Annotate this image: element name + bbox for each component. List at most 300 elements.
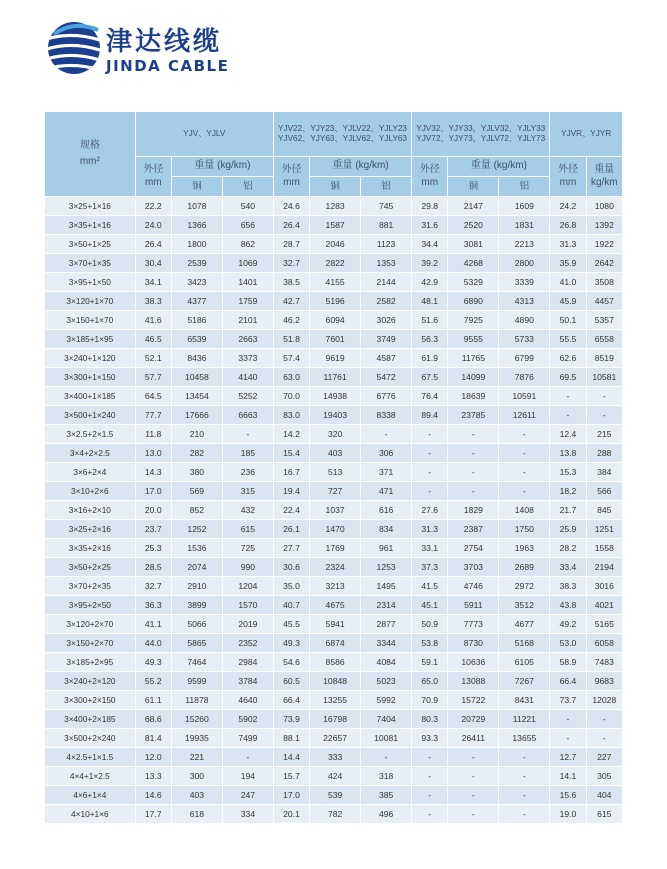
table-cell-cu: 1252 xyxy=(171,520,222,539)
table-cell-wt: 1251 xyxy=(586,520,622,539)
table-cell-al: 1069 xyxy=(222,254,273,273)
table-cell-al: 385 xyxy=(361,786,412,805)
table-cell-cu: 2754 xyxy=(448,539,499,558)
table-cell-al: 616 xyxy=(361,501,412,520)
table-cell-wt: 566 xyxy=(586,482,622,501)
table-cell-od: 41.6 xyxy=(135,311,171,330)
table-cell-spec: 3×95+2×50 xyxy=(45,596,136,615)
table-cell-al: 3026 xyxy=(361,311,412,330)
table-cell-spec: 3×35+2×16 xyxy=(45,539,136,558)
table-cell-spec: 4×2.5+1×1.5 xyxy=(45,748,136,767)
table-cell-od: 66.4 xyxy=(273,691,309,710)
table-cell-cu: 333 xyxy=(310,748,361,767)
table-cell-od: 35.9 xyxy=(550,254,586,273)
table-cell-cu: 22657 xyxy=(310,729,361,748)
table-cell-od: 34.1 xyxy=(135,273,171,292)
table-cell-od: 30.6 xyxy=(273,558,309,577)
table-cell-od: 32.7 xyxy=(273,254,309,273)
table-cell-cu: 852 xyxy=(171,501,222,520)
table-cell-od: 14.2 xyxy=(273,425,309,444)
table-cell-od: 25.9 xyxy=(550,520,586,539)
table-cell-al: 2984 xyxy=(222,653,273,672)
table-cell-spec: 3×70+2×35 xyxy=(45,577,136,596)
table-cell-od: 45.5 xyxy=(273,615,309,634)
table-cell-od: 12.0 xyxy=(135,748,171,767)
table-cell-wt: 288 xyxy=(586,444,622,463)
table-cell-od: 22.2 xyxy=(135,197,171,216)
table-cell-spec: 3×120+1×70 xyxy=(45,292,136,311)
table-cell-al: 4677 xyxy=(499,615,550,634)
table-cell-al: - xyxy=(499,463,550,482)
globe-logo-icon xyxy=(46,20,102,76)
table-cell-cu: 14938 xyxy=(310,387,361,406)
table-cell-od: 49.3 xyxy=(135,653,171,672)
table-cell-al: 5733 xyxy=(499,330,550,349)
group-line-1: YJV、YJLV xyxy=(183,128,226,138)
od-unit: mm xyxy=(144,176,162,188)
table-cell-od: 55.5 xyxy=(550,330,586,349)
table-cell-cu: 3899 xyxy=(171,596,222,615)
table-cell-al: 496 xyxy=(361,805,412,824)
table-cell-al: 12611 xyxy=(499,406,550,425)
group-line-1: YJV32、YJY33、YJLV32、YJLY33 xyxy=(416,123,546,133)
table-cell-od: 14.1 xyxy=(550,767,586,786)
group-line-1: YJVR、YJYR xyxy=(561,128,612,138)
brand-name-cn: 津达线缆 xyxy=(106,27,223,57)
table-cell-cu: 11878 xyxy=(171,691,222,710)
table-cell-od: 70.9 xyxy=(412,691,448,710)
table-cell-cu: 1829 xyxy=(448,501,499,520)
table-cell-al: 7876 xyxy=(499,368,550,387)
table-cell-spec: 3×500+1×240 xyxy=(45,406,136,425)
table-cell-al: 1495 xyxy=(361,577,412,596)
spec-label: 规格 xyxy=(79,139,100,151)
table-cell-od: 15.6 xyxy=(550,786,586,805)
copper-header: 铜 xyxy=(310,177,361,197)
table-cell-od: 28.2 xyxy=(550,539,586,558)
od-header xyxy=(135,157,171,197)
table-cell-cu: 569 xyxy=(171,482,222,501)
table-cell-od: 62.6 xyxy=(550,349,586,368)
table-cell-al: 1123 xyxy=(361,235,412,254)
table-cell-od: 12.7 xyxy=(550,748,586,767)
table-cell-od: 73.7 xyxy=(550,691,586,710)
weight-header: 重量 (kg/km) xyxy=(171,157,273,177)
table-cell-od: 24.2 xyxy=(550,197,586,216)
table-cell-cu: 320 xyxy=(310,425,361,444)
table-cell-al: - xyxy=(361,748,412,767)
table-cell-od: 53.8 xyxy=(412,634,448,653)
table-cell-od: 16.7 xyxy=(273,463,309,482)
table-cell-cu: 11765 xyxy=(448,349,499,368)
table-cell-cu: 1366 xyxy=(171,216,222,235)
table-cell-spec: 3×50+2×25 xyxy=(45,558,136,577)
table-row xyxy=(45,634,623,653)
table-row xyxy=(45,805,623,824)
table-cell-al: 5252 xyxy=(222,387,273,406)
table-cell-od: 93.3 xyxy=(412,729,448,748)
table-cell-cu: 15722 xyxy=(448,691,499,710)
table-cell-al: 4084 xyxy=(361,653,412,672)
table-row xyxy=(45,577,623,596)
table-cell-od: 37.3 xyxy=(412,558,448,577)
table-cell-al: 2877 xyxy=(361,615,412,634)
table-cell-spec: 4×6+1×4 xyxy=(45,786,136,805)
table-cell-cu: - xyxy=(448,425,499,444)
table-cell-spec: 3×6+2×4 xyxy=(45,463,136,482)
aluminum-header: 铝 xyxy=(499,177,550,197)
table-cell-cu: 2822 xyxy=(310,254,361,273)
table-cell-cu: 13454 xyxy=(171,387,222,406)
table-row xyxy=(45,596,623,615)
table-cell-al: - xyxy=(499,482,550,501)
table-cell-wt: 2194 xyxy=(586,558,622,577)
table-cell-al: - xyxy=(499,805,550,824)
table-cell-spec: 3×25+1×16 xyxy=(45,197,136,216)
table-cell-al: 5902 xyxy=(222,710,273,729)
od-header xyxy=(273,157,309,197)
table-cell-cu: 1769 xyxy=(310,539,361,558)
table-cell-al: 3373 xyxy=(222,349,273,368)
table-cell-od: 43.8 xyxy=(550,596,586,615)
table-cell-od: 59.1 xyxy=(412,653,448,672)
table-cell-wt: 227 xyxy=(586,748,622,767)
table-cell-od: 34.4 xyxy=(412,235,448,254)
table-cell-cu: 618 xyxy=(171,805,222,824)
table-cell-al: 236 xyxy=(222,463,273,482)
table-cell-wt: 4457 xyxy=(586,292,622,311)
table-cell-cu: 539 xyxy=(310,786,361,805)
table-cell-od: 73.9 xyxy=(273,710,309,729)
table-row xyxy=(45,691,623,710)
table-cell-od: 13.8 xyxy=(550,444,586,463)
table-cell-cu: 4377 xyxy=(171,292,222,311)
table-cell-od: 45.9 xyxy=(550,292,586,311)
table-cell-od: 83.0 xyxy=(273,406,309,425)
table-cell-cu: - xyxy=(448,444,499,463)
table-cell-al: 3339 xyxy=(499,273,550,292)
table-cell-al: 862 xyxy=(222,235,273,254)
table-cell-cu: 15260 xyxy=(171,710,222,729)
table-cell-cu: 403 xyxy=(171,786,222,805)
table-cell-al: 725 xyxy=(222,539,273,558)
table-cell-al: 4313 xyxy=(499,292,550,311)
table-row xyxy=(45,235,623,254)
table-cell-al: 185 xyxy=(222,444,273,463)
table-cell-wt: 4021 xyxy=(586,596,622,615)
table-cell-od: 38.3 xyxy=(135,292,171,311)
table-cell-cu: 282 xyxy=(171,444,222,463)
table-cell-od: 15.4 xyxy=(273,444,309,463)
table-cell-cu: 1536 xyxy=(171,539,222,558)
table-cell-wt: - xyxy=(586,406,622,425)
table-cell-al: 11221 xyxy=(499,710,550,729)
group-header-yjv32 xyxy=(412,112,550,157)
table-cell-cu: 10636 xyxy=(448,653,499,672)
table-cell-spec: 3×240+2×120 xyxy=(45,672,136,691)
table-cell-al: 2800 xyxy=(499,254,550,273)
table-cell-wt: 5357 xyxy=(586,311,622,330)
table-cell-od: 89.4 xyxy=(412,406,448,425)
table-cell-od: 28.7 xyxy=(273,235,309,254)
table-cell-al: 247 xyxy=(222,786,273,805)
table-row xyxy=(45,767,623,786)
table-cell-al: 3784 xyxy=(222,672,273,691)
table-cell-cu: 4155 xyxy=(310,273,361,292)
table-cell-od: 28.5 xyxy=(135,558,171,577)
table-cell-cu: 1078 xyxy=(171,197,222,216)
table-cell-od: 33.1 xyxy=(412,539,448,558)
table-cell-al: 10591 xyxy=(499,387,550,406)
table-cell-cu: 221 xyxy=(171,748,222,767)
table-cell-wt: 3016 xyxy=(586,577,622,596)
table-cell-wt: 3508 xyxy=(586,273,622,292)
table-cell-od: 44.0 xyxy=(135,634,171,653)
table-cell-al: 1831 xyxy=(499,216,550,235)
table-cell-spec: 3×35+1×16 xyxy=(45,216,136,235)
table-cell-al: 5168 xyxy=(499,634,550,653)
table-cell-cu: - xyxy=(448,767,499,786)
table-cell-od: 66.4 xyxy=(550,672,586,691)
table-cell-od: 13.3 xyxy=(135,767,171,786)
table-cell-cu: 1587 xyxy=(310,216,361,235)
table-cell-cu: 1283 xyxy=(310,197,361,216)
table-cell-od: 42.9 xyxy=(412,273,448,292)
table-cell-wt: 10581 xyxy=(586,368,622,387)
table-cell-al: 2101 xyxy=(222,311,273,330)
table-cell-od: 30.4 xyxy=(135,254,171,273)
table-cell-al: 4890 xyxy=(499,311,550,330)
table-row xyxy=(45,539,623,558)
table-cell-cu: 5329 xyxy=(448,273,499,292)
table-row xyxy=(45,653,623,672)
table-cell-od: 80.3 xyxy=(412,710,448,729)
od-header xyxy=(550,157,586,197)
table-cell-wt: 2642 xyxy=(586,254,622,273)
table-cell-al: 2144 xyxy=(361,273,412,292)
copper-header: 铜 xyxy=(448,177,499,197)
table-cell-al: 1353 xyxy=(361,254,412,273)
table-cell-cu: 2520 xyxy=(448,216,499,235)
table-cell-od: 69.5 xyxy=(550,368,586,387)
table-cell-od: 38.3 xyxy=(550,577,586,596)
table-cell-cu: 2147 xyxy=(448,197,499,216)
table-cell-cu: - xyxy=(448,482,499,501)
weight-header: 重量 (kg/km) xyxy=(448,157,550,177)
table-cell-od: 31.3 xyxy=(412,520,448,539)
table-cell-cu: 11761 xyxy=(310,368,361,387)
table-cell-al: 4640 xyxy=(222,691,273,710)
weight-label: 重量 xyxy=(594,164,615,175)
table-cell-cu: 4675 xyxy=(310,596,361,615)
table-cell-al: 7267 xyxy=(499,672,550,691)
spec-header xyxy=(45,112,136,197)
table-cell-cu: 5066 xyxy=(171,615,222,634)
table-cell-al: - xyxy=(222,425,273,444)
table-cell-od: 12.4 xyxy=(550,425,586,444)
table-row xyxy=(45,273,623,292)
group-header-yjv xyxy=(135,112,273,157)
table-cell-al: 2689 xyxy=(499,558,550,577)
table-cell-spec: 3×185+1×95 xyxy=(45,330,136,349)
table-cell-al: 1759 xyxy=(222,292,273,311)
table-cell-cu: 5941 xyxy=(310,615,361,634)
table-cell-od: 58.9 xyxy=(550,653,586,672)
table-cell-al: 4140 xyxy=(222,368,273,387)
table-cell-spec: 3×16+2×10 xyxy=(45,501,136,520)
table-cell-al: 371 xyxy=(361,463,412,482)
table-cell-cu: 1470 xyxy=(310,520,361,539)
table-cell-al: 7404 xyxy=(361,710,412,729)
table-cell-od: 42.7 xyxy=(273,292,309,311)
table-cell-od: 64.5 xyxy=(135,387,171,406)
table-row xyxy=(45,501,623,520)
table-cell-od: 70.0 xyxy=(273,387,309,406)
table-cell-cu: 9599 xyxy=(171,672,222,691)
table-cell-od: 67.5 xyxy=(412,368,448,387)
table-cell-al: 4587 xyxy=(361,349,412,368)
od-unit: mm xyxy=(559,176,577,188)
table-cell-od: - xyxy=(412,767,448,786)
table-cell-od: 63.0 xyxy=(273,368,309,387)
table-cell-od: 14.4 xyxy=(273,748,309,767)
table-cell-cu: 10458 xyxy=(171,368,222,387)
table-cell-al: 7499 xyxy=(222,729,273,748)
table-cell-cu: 7773 xyxy=(448,615,499,634)
brand-name-en: JINDA CABLE xyxy=(106,57,230,75)
table-row xyxy=(45,216,623,235)
table-cell-od: 51.6 xyxy=(412,311,448,330)
table-row xyxy=(45,558,623,577)
table-cell-cu: 7601 xyxy=(310,330,361,349)
table-cell-spec: 3×70+1×35 xyxy=(45,254,136,273)
od-label: 外径 xyxy=(419,164,440,175)
table-cell-cu: 727 xyxy=(310,482,361,501)
table-cell-al: 3749 xyxy=(361,330,412,349)
table-cell-od: - xyxy=(412,748,448,767)
table-cell-cu: 18639 xyxy=(448,387,499,406)
table-cell-od: - xyxy=(412,463,448,482)
table-cell-al: 540 xyxy=(222,197,273,216)
table-cell-od: 55.2 xyxy=(135,672,171,691)
table-row xyxy=(45,349,623,368)
table-row xyxy=(45,406,623,425)
table-cell-od: 20.1 xyxy=(273,805,309,824)
table-cell-wt: 6058 xyxy=(586,634,622,653)
table-row xyxy=(45,197,623,216)
table-cell-cu: 2046 xyxy=(310,235,361,254)
table-cell-cu: 19403 xyxy=(310,406,361,425)
table-cell-cu: - xyxy=(448,463,499,482)
table-cell-od: 45.1 xyxy=(412,596,448,615)
table-cell-al: 3512 xyxy=(499,596,550,615)
table-cell-cu: 3423 xyxy=(171,273,222,292)
table-cell-od: 14.3 xyxy=(135,463,171,482)
table-cell-al: 13655 xyxy=(499,729,550,748)
table-row xyxy=(45,387,623,406)
table-cell-od: 56.3 xyxy=(412,330,448,349)
table-cell-al: 881 xyxy=(361,216,412,235)
group-header-yjv22 xyxy=(273,112,411,157)
table-cell-cu: 4746 xyxy=(448,577,499,596)
table-cell-cu: 6874 xyxy=(310,634,361,653)
table-cell-od: 17.0 xyxy=(273,786,309,805)
table-cell-wt: 1080 xyxy=(586,197,622,216)
table-cell-wt: - xyxy=(586,710,622,729)
table-cell-cu: 1037 xyxy=(310,501,361,520)
table-cell-od: 49.2 xyxy=(550,615,586,634)
table-cell-cu: 3081 xyxy=(448,235,499,254)
table-cell-al: 834 xyxy=(361,520,412,539)
table-cell-al: - xyxy=(499,767,550,786)
table-cell-od: 21.7 xyxy=(550,501,586,520)
table-cell-od: - xyxy=(550,406,586,425)
table-cell-cu: 9619 xyxy=(310,349,361,368)
group-line-2: YJV72、YJY73、YJLV72、YJLY73 xyxy=(416,134,546,143)
od-label: 外径 xyxy=(557,164,578,175)
table-cell-wt: 5165 xyxy=(586,615,622,634)
table-row xyxy=(45,672,623,691)
table-cell-al: 194 xyxy=(222,767,273,786)
aluminum-header: 铝 xyxy=(361,177,412,197)
table-cell-wt: - xyxy=(586,387,622,406)
table-cell-al: 2213 xyxy=(499,235,550,254)
table-cell-spec: 3×400+1×185 xyxy=(45,387,136,406)
table-cell-spec: 3×500+2×240 xyxy=(45,729,136,748)
table-cell-spec: 3×185+2×95 xyxy=(45,653,136,672)
table-row xyxy=(45,748,623,767)
weight-header: 重量 (kg/km) xyxy=(310,157,412,177)
table-cell-al: 315 xyxy=(222,482,273,501)
table-cell-od: 39.2 xyxy=(412,254,448,273)
cable-spec-table xyxy=(44,111,623,824)
table-cell-od: 53.0 xyxy=(550,634,586,653)
table-cell-spec: 3×2.5+2×1.5 xyxy=(45,425,136,444)
table-cell-cu: 7464 xyxy=(171,653,222,672)
table-cell-cu: 5911 xyxy=(448,596,499,615)
brand-logo xyxy=(46,20,266,78)
table-cell-spec: 3×150+1×70 xyxy=(45,311,136,330)
table-cell-od: 11.8 xyxy=(135,425,171,444)
table-cell-spec: 3×4+2×2.5 xyxy=(45,444,136,463)
table-cell-od: - xyxy=(550,387,586,406)
table-cell-al: 6105 xyxy=(499,653,550,672)
table-cell-wt: - xyxy=(586,729,622,748)
table-cell-al: 8431 xyxy=(499,691,550,710)
table-body xyxy=(45,197,623,824)
table-cell-cu: 403 xyxy=(310,444,361,463)
table-cell-od: 76.4 xyxy=(412,387,448,406)
table-cell-al: - xyxy=(499,444,550,463)
table-cell-cu: 2539 xyxy=(171,254,222,273)
table-row xyxy=(45,786,623,805)
table-cell-cu: - xyxy=(448,805,499,824)
table-cell-od: 52.1 xyxy=(135,349,171,368)
table-cell-cu: 3213 xyxy=(310,577,361,596)
table-cell-al: 471 xyxy=(361,482,412,501)
table-cell-spec: 3×95+1×50 xyxy=(45,273,136,292)
weight-short-header xyxy=(586,157,622,197)
table-cell-al: 306 xyxy=(361,444,412,463)
table-cell-cu: 2074 xyxy=(171,558,222,577)
table-cell-al: 8338 xyxy=(361,406,412,425)
table-cell-od: 35.0 xyxy=(273,577,309,596)
table-cell-al: 10081 xyxy=(361,729,412,748)
table-cell-al: 318 xyxy=(361,767,412,786)
table-cell-od: 19.0 xyxy=(550,805,586,824)
table-cell-cu: 17666 xyxy=(171,406,222,425)
table-cell-cu: 20729 xyxy=(448,710,499,729)
